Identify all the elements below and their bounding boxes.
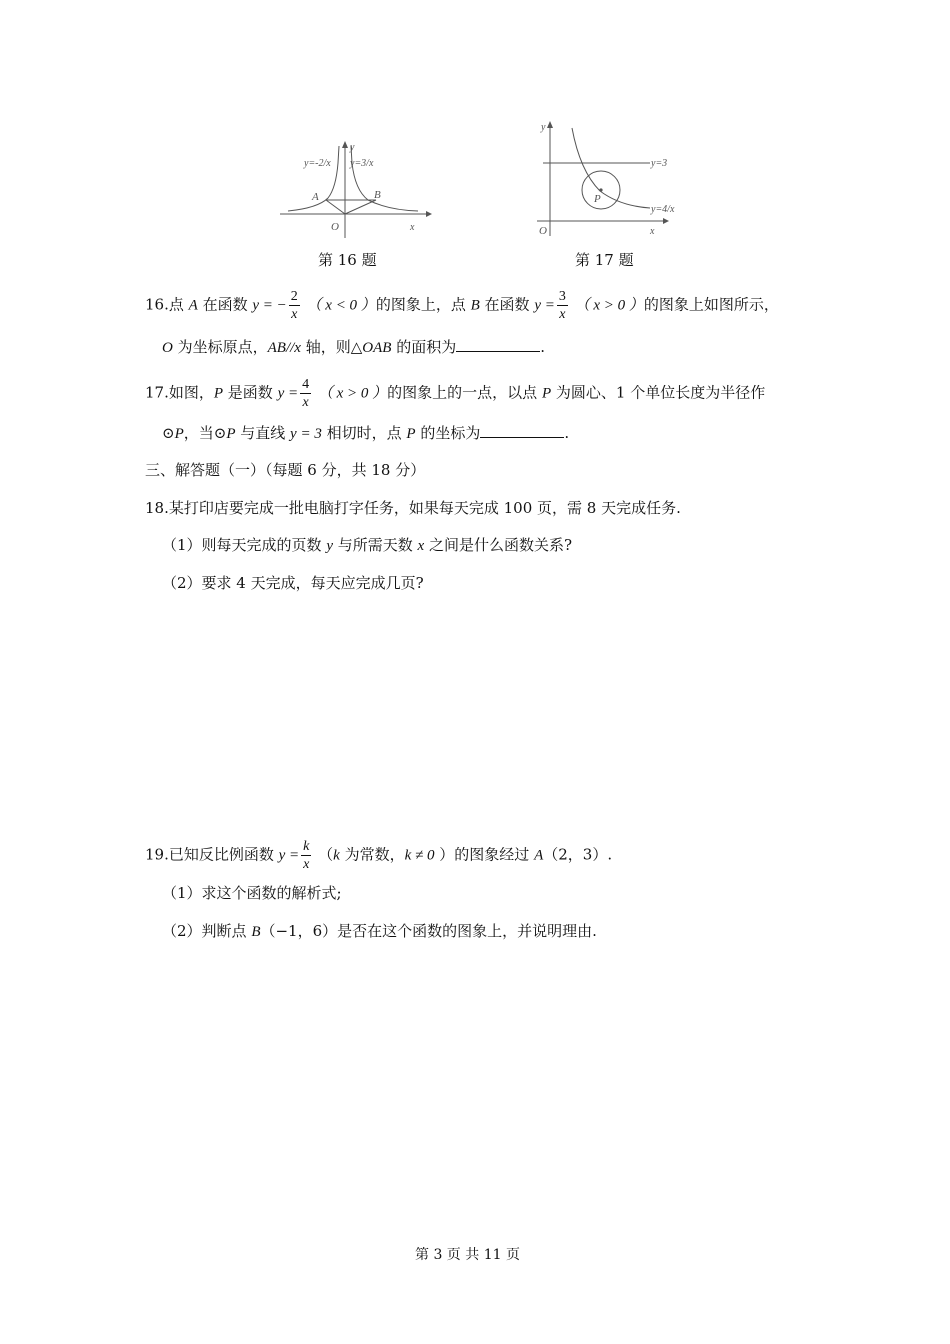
answer-blank-16[interactable]	[456, 337, 540, 352]
fig17-curve	[572, 128, 650, 208]
fig16-segment-ob	[345, 200, 376, 214]
question-19-stem: 19.已知反比例函数 y = $\frac{k}{x}$ （k 为常数，k ≠ 0 ）的图象经过 A（2，3）.	[145, 839, 613, 872]
fig16-x-arrow	[426, 211, 432, 217]
figure-17-caption: 第 17 题	[575, 251, 634, 269]
fig17-label-curve: y=4/x	[651, 204, 675, 215]
fig17-center-p	[599, 188, 602, 191]
question-18-part-2: （2）要求 4 天完成，每天应完成几页?	[162, 574, 424, 592]
fraction-4-over-x: $\frac{4}{x}$	[302, 377, 310, 410]
fraction-k-over-x: $\frac{k}{x}$	[303, 839, 310, 872]
fig16-curve-right	[351, 146, 418, 211]
question-19-part-1: （1）求这个函数的解析式;	[162, 884, 342, 902]
fig17-x-arrow	[663, 218, 669, 224]
fig16-origin: O	[331, 221, 339, 233]
fig17-axis-y-label: y	[541, 122, 546, 133]
figure-16-caption: 第 16 题	[318, 251, 377, 269]
figure-16	[278, 138, 438, 243]
fig16-label-left-eq: y=-2/x	[304, 158, 331, 169]
fig16-axis-x-label: x	[410, 222, 415, 233]
answer-blank-17[interactable]	[480, 423, 564, 438]
fig17-y-arrow	[547, 121, 553, 128]
question-16-line-1: 16.点 A 在函数 y = − $\frac{2}{x}$ （ x < 0 ）的图象上，点 B 在函数 y = $\frac{3}{x}$ （ x > 0 ）的图象上如图所示，	[145, 289, 779, 322]
fig17-point-p: P	[594, 193, 601, 205]
figure-17	[535, 116, 685, 241]
question-18-stem: 18.某打印店要完成一批电脑打字任务，如果每天完成 100 页，需 8 天完成任务.	[145, 499, 681, 517]
question-18-part-1: （1）则每天完成的页数 y 与所需天数 x 之间是什么函数关系?	[162, 536, 573, 554]
fig17-origin: O	[539, 225, 547, 237]
fig16-y-arrow	[342, 141, 348, 148]
fig16-point-a: A	[312, 191, 319, 203]
fig17-label-line: y=3	[651, 158, 668, 169]
fig16-segment-oa	[326, 200, 345, 214]
fig17-axis-x-label: x	[650, 226, 655, 237]
question-16-line-2: O 为坐标原点，AB//x 轴，则△OAB 的面积为 .	[162, 338, 545, 356]
fig16-axis-y-label: y	[350, 142, 355, 153]
section-3-heading: 三、解答题（一）（每题 6 分，共 18 分）	[145, 461, 426, 479]
fig16-point-b: B	[374, 189, 381, 201]
question-17-line-1: 17.如图，P 是函数 y = $\frac{4}{x}$ （ x > 0 ）的图象上的一点，以点 P 为圆心、1 个单位长度为半径作	[145, 377, 766, 410]
question-17-line-2: ⊙P，当⊙P 与直线 y = 3 相切时，点 P 的坐标为 .	[162, 424, 570, 442]
question-19-part-2: （2）判断点 B（−1，6）是否在这个函数的图象上，并说明理由.	[162, 922, 597, 940]
fraction-neg-2-over-x: $\frac{2}{x}$	[290, 289, 298, 322]
fraction-3-over-x: $\frac{3}{x}$	[558, 289, 566, 322]
fig16-label-right-eq: y=3/x	[350, 158, 374, 169]
page-number-footer: 第 3 页 共 11 页	[415, 1247, 520, 1263]
